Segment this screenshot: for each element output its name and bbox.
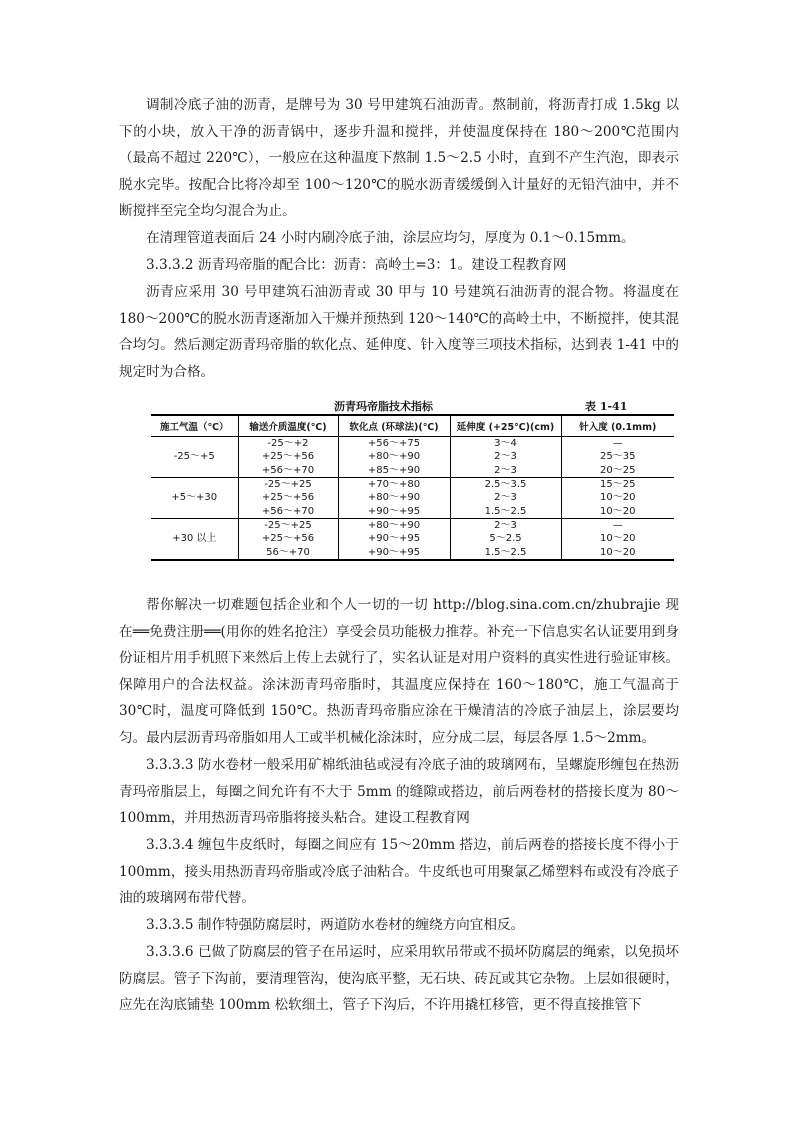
table-row bbox=[151, 437, 674, 451]
section-3-3-3-5-extra-strong-layer: 3.3.3.5 制作特强防腐层时，两道防水卷材的缠绕方向宜相反。 bbox=[146, 917, 525, 933]
table-row bbox=[151, 518, 674, 532]
table-header-row bbox=[151, 415, 674, 437]
extension-cell: 2～3 bbox=[450, 450, 561, 463]
paragraph-cold-primer-preparation: 调制冷底子油的沥青，是牌号为 30 号甲建筑石油沥青。熬制前，将沥青打成 1.5kg 以下的小块，放入干净的沥青锅中，逐步升温和搅拌，并使温度保持在 180～200℃范围内（最高不超过 220℃），一般应在这种温度下熬制 1.5～2.5 小时，直到不产生汽泡，即表示脱水完毕。按配合比将冷却至 100～120℃的脱水沥青缓缓倒入计量好的无铅汽油中，并不断搅拌至完全均匀混合为止。 bbox=[119, 97, 679, 220]
paragraph-primer-application: 在清理管道表面后 24 小时内刷冷底子油，涂层应均匀，厚度为 0.1～0.15mm。 bbox=[146, 230, 635, 246]
softening-cell: +90～+95 bbox=[338, 545, 450, 559]
spec-table-block bbox=[151, 396, 674, 585]
group-temp-cell: +5～+30 bbox=[151, 477, 238, 518]
penetration-cell: — bbox=[561, 437, 674, 451]
extension-cell: 2～3 bbox=[450, 518, 561, 532]
group-temp-cell: +30 以上 bbox=[151, 518, 238, 559]
softening-cell: +90～+95 bbox=[338, 504, 450, 518]
header-penetration: 针入度 (0.1mm) bbox=[561, 415, 674, 437]
medium-temp-cell: +56～+70 bbox=[238, 504, 338, 518]
extension-cell: 5～2.5 bbox=[450, 532, 561, 545]
softening-cell: +56～+75 bbox=[338, 437, 450, 451]
section-3-3-3-4-kraft-paper: 3.3.3.4 缠包牛皮纸时，每圈之间应有 15～20mm 搭边，前后两卷的搭接长度不得小于 100mm，接头用热沥青玛帝脂或冷底子油粘合。牛皮纸也可用聚氯乙烯塑料布或没有冷底子油的玻璃网布带代替。 bbox=[119, 837, 679, 907]
softening-cell: +90～+95 bbox=[338, 532, 450, 545]
softening-cell: +80～+90 bbox=[338, 450, 450, 463]
penetration-cell: 15～25 bbox=[561, 477, 674, 491]
extension-cell: 1.5～2.5 bbox=[450, 545, 561, 559]
penetration-cell: 10～20 bbox=[561, 545, 674, 559]
table-title: 沥青玛帝脂技术指标 bbox=[334, 400, 433, 413]
table-row bbox=[151, 477, 674, 491]
header-temp: 施工气温（℃） bbox=[151, 415, 238, 437]
medium-temp-cell: +56～+70 bbox=[238, 464, 338, 478]
medium-temp-cell: +25～+56 bbox=[238, 450, 338, 463]
extension-cell: 2～3 bbox=[450, 491, 561, 504]
medium-temp-cell: +25～+56 bbox=[238, 491, 338, 504]
penetration-cell: 10～20 bbox=[561, 532, 674, 545]
medium-temp-cell: +25～+56 bbox=[238, 532, 338, 545]
penetration-cell: 10～20 bbox=[561, 504, 674, 518]
extension-cell: 2.5～3.5 bbox=[450, 477, 561, 491]
table-number: 表 1-41 bbox=[585, 400, 628, 413]
penetration-cell: 20～25 bbox=[561, 464, 674, 478]
paragraph-mastic-mixing: 沥青应采用 30 号甲建筑石油沥青或 30 甲与 10 号建筑石油沥青的混合物。将温度在 180～200℃的脱水沥青逐渐加入干燥并预热到 120～140℃的高岭土中，不断搅拌，使其混合均匀。然后测定沥青玛帝脂的软化点、延伸度、针入度等三项技术指标，达到表 1-41 中的规定时为合格。 bbox=[119, 284, 679, 380]
softening-cell: +70～+80 bbox=[338, 477, 450, 491]
section-3-3-3-3-waterproof-roll: 3.3.3.3 防水卷材一般采用矿棉纸油毡或浸有冷底子油的玻璃网布，呈螺旋形缠包在热沥青玛帝脂层上，每圈之间允许有不大于 5mm 的缝隙或搭边，前后两卷材的搭接长度为 80～100mm，并用热沥青玛帝脂将接头粘合。建设工程教育网 bbox=[119, 757, 679, 827]
header-medium-temp: 输送介质温度(℃) bbox=[238, 415, 338, 437]
table-caption bbox=[151, 396, 674, 414]
section-heading-3-3-3-2: 3.3.3.2 沥青玛帝脂的配合比：沥青：高岭土=3：1。建设工程教育网 bbox=[146, 257, 567, 273]
medium-temp-cell: -25～+25 bbox=[238, 477, 338, 491]
softening-cell: +85～+90 bbox=[338, 464, 450, 478]
softening-cell: +80～+90 bbox=[338, 491, 450, 504]
extension-cell: 2～3 bbox=[450, 464, 561, 478]
softening-cell: +80～+90 bbox=[338, 518, 450, 532]
penetration-cell: 10～20 bbox=[561, 491, 674, 504]
group-temp-cell: -25～+5 bbox=[151, 437, 238, 478]
paragraph-mastic-coating: 帮你解决一切难题包括企业和个人一切的一切 http://blog.sina.com.cn/zhubrajie 现在══免费注册══(用你的姓名抢注）享受会员功能极力推荐。补充一下信息实名认证要用到身份证相片用手机照下来然后上传上去就行了，实名认证是对用户资料的真实性进行验证审核。保障用户的合法权益。涂沫沥青玛帝脂时，其温度应保持在 160～180℃，施工气温高于 30℃时，温度可降低到 150℃。热沥青玛帝脂应涂在干燥清洁的冷底子油层上，涂层要均匀。最内层沥青玛帝脂如用人工或半机械化涂沫时，应分成二层，每层各厚 1.5～2mm。 bbox=[119, 597, 679, 746]
header-extension: 延伸度 (+25℃)(cm) bbox=[450, 415, 561, 437]
extension-cell: 3～4 bbox=[450, 437, 561, 451]
penetration-cell: 25～35 bbox=[561, 450, 674, 463]
mastic-spec-table bbox=[151, 414, 674, 561]
section-3-3-3-6-pipe-handling: 3.3.3.6 已做了防腐层的管子在吊运时，应采用软吊带或不损坏防腐层的绳索，以免损坏防腐层。管子下沟前，要清理管沟，使沟底平整，无石块、砖瓦或其它杂物。上层如很硬时，应先在沟底铺垫 100mm 松软细土，管子下沟后，不许用撬杠移管，更不得直接推管下 bbox=[119, 944, 679, 1014]
extension-cell: 1.5～2.5 bbox=[450, 504, 561, 518]
medium-temp-cell: -25～+25 bbox=[238, 518, 338, 532]
penetration-cell: — bbox=[561, 518, 674, 532]
medium-temp-cell: 56～+70 bbox=[238, 545, 338, 559]
medium-temp-cell: -25～+2 bbox=[238, 437, 338, 451]
header-softening-point: 软化点 (环球法)(℃) bbox=[338, 415, 450, 437]
